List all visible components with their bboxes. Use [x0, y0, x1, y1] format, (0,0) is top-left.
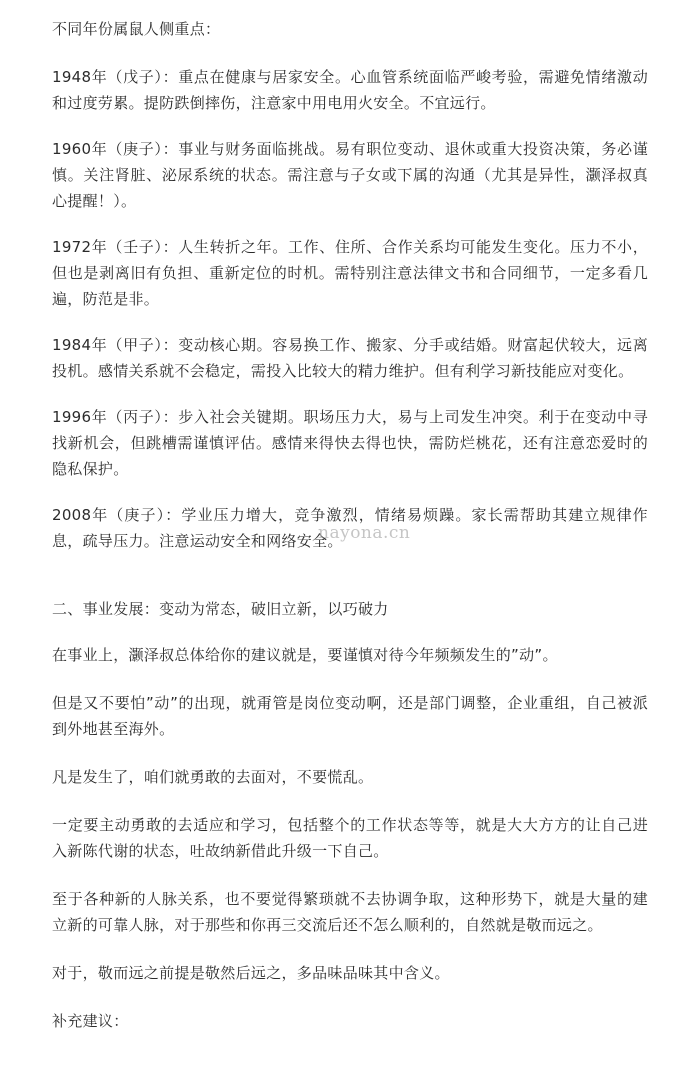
- intro-text: 不同年份属鼠人侧重点：: [52, 20, 221, 38]
- paragraph: 在事业上，灏泽叔总体给你的建议就是，要谨慎对待今年频频发生的”动”。: [52, 646, 558, 664]
- year-entry-1984: 1984年（甲子）：变动核心期。容易换工作、搬家、分手或结婚。财富起伏较大，远离投机。感情关系就不会稳定，需投入比较大的精力维护。但有利学习新技能应对变化。: [52, 336, 648, 380]
- year-entry-1960: 1960年（庚子）：事业与财务面临挑战。易有职位变动、退休或重大投资决策，务必谨慎。关注肾脏、泌尿系统的状态。需注意与子女或下属的沟通（尤其是异性，灏泽叔真心提醒！）。: [52, 140, 648, 210]
- year-entry-1996: 1996年（丙子）：步入社会关键期。职场压力大，易与上司发生冲突。利于在变动中寻找新机会，但跳槽需谨慎评估。感情来得快去得也快，需防烂桃花，还有注意恋爱时的隐私保护。: [52, 408, 648, 478]
- section-heading: 二、事业发展：变动为常态，破旧立新，以巧破力: [52, 600, 389, 618]
- year-entry-1948: 1948年（戊子）：重点在健康与居家安全。心血管系统面临严峻考验，需避免情绪激动和过度劳累。提防跌倒摔伤，注意家中用电用火安全。不宜远行。: [52, 68, 648, 112]
- paragraph: 但是又不要怕”动”的出现，就甭管是岗位变动啊，还是部门调整，企业重组，自己被派到外地甚至海外。: [52, 694, 648, 738]
- paragraph: 对于，敬而远之前提是敬然后远之，多品味品味其中含义。: [52, 964, 450, 982]
- year-entry-1972: 1972年（壬子）：人生转折之年。工作、住所、合作关系均可能发生变化。压力不小，但也是剥离旧有负担、重新定位的时机。需特别注意法律文书和合同细节，一定多看几遍，防范是非。: [52, 238, 648, 308]
- paragraph: 一定要主动勇敢的去适应和学习，包括整个的工作状态等等，就是大大方方的让自己进入新陈代谢的状态，吐故纳新借此升级一下自己。: [52, 816, 648, 860]
- paragraph: 凡是发生了，咱们就勇敢的去面对，不要慌乱。: [52, 768, 374, 786]
- supplementary-heading: 补充建议：: [52, 1012, 129, 1030]
- watermark: nayona.cn: [318, 523, 411, 543]
- paragraph: 至于各种新的人脉关系，也不要觉得繁琐就不去协调争取，这种形势下，就是大量的建立新的可靠人脉，对于那些和你再三交流后还不怎么顺利的，自然就是敬而远之。: [52, 890, 648, 934]
- year-entry-2008: 2008年（庚子）：学业压力增大，竞争激烈，情绪易烦躁。家长需帮助其建立规律作息，疏导压力。注意运动安全和网络安全。: [52, 506, 648, 550]
